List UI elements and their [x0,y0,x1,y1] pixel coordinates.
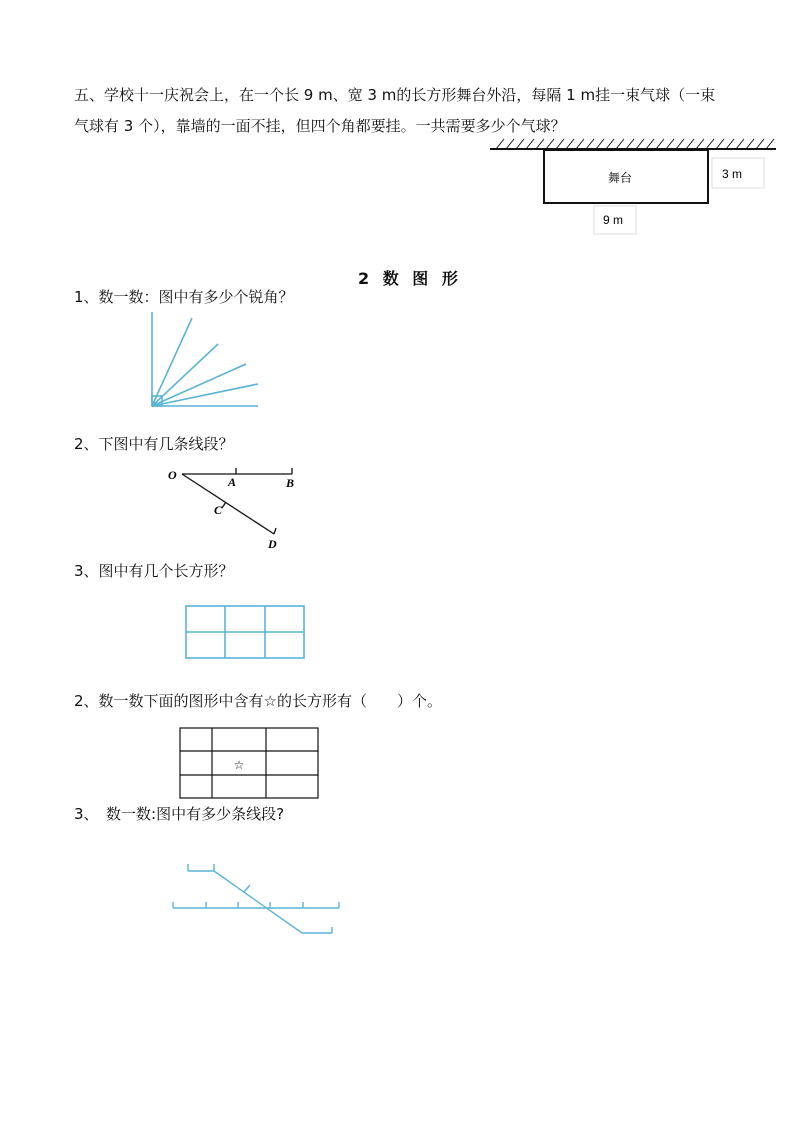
point-b-label: B [286,476,295,490]
q3-text: 3、图中有几个长方形？ [74,562,234,580]
section-title: 2 数 图 形 [358,269,462,288]
problem-5-line-1: 五、学校十一庆祝会上，在一个长 9 m、宽 3 m的长方形舞台外沿，每隔 1 m挂一束气球（一束 [74,86,716,104]
rectangle-grid-figure [184,604,308,660]
star-grid-figure [178,726,322,802]
point-d-label: D [268,537,277,551]
q1-text: 1、数一数：图中有多少个锐角？ [74,288,294,306]
stage-diagram [488,136,778,236]
wall-hatching [490,139,776,149]
acute-angle-figure [140,306,270,412]
width-label: 3 m [721,167,743,181]
point-a-label: A [228,475,237,489]
q4-text: 2、数一数下面的图形中含有☆的长方形有（ ）个。 [74,692,442,710]
star-mark: ☆ [233,758,245,772]
segment-count-figure [166,856,346,940]
segment-figure [160,462,310,552]
q5-text: 3、 数一数:图中有多少条线段? [74,805,285,823]
problem-5-line-2: 气球有 3 个），靠墙的一面不挂，但四个角都要挂。一共需要多少个气球？ [74,117,566,135]
length-label: 9 m [602,213,624,227]
point-o-label: O [168,468,177,482]
stage-label: 舞台 [607,171,633,185]
q2-text: 2、下图中有几条线段？ [74,435,234,453]
point-c-label: C [214,503,223,517]
